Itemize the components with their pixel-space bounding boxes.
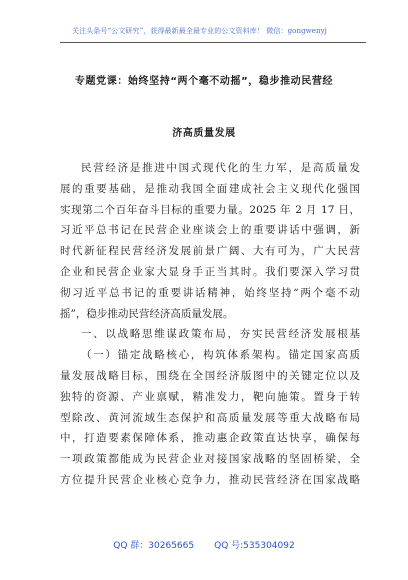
document-body bbox=[60, 158, 360, 491]
body-line: （一）锚定战略核心，构筑体系架构。锚定国家高质 bbox=[81, 349, 360, 362]
document-title-line-2: 济高质量发展 bbox=[172, 128, 236, 139]
body-line: 一项政策都能成为民营企业对接国家战略的坚固桥梁，全 bbox=[60, 453, 360, 466]
body-line: 时代新征程民营经济发展前景广阔、大有可为，广大民营 bbox=[60, 245, 360, 258]
footer-contact bbox=[0, 538, 408, 551]
footer-qq-number: QQ 号:535304092 bbox=[214, 541, 295, 551]
body-line: 习近平总书记在民营企业座谈会上的重要讲话中强调，新 bbox=[60, 224, 360, 237]
body-line: 方位提升民营企业核心竞争力，推动民营经济在国家战略 bbox=[60, 473, 360, 486]
body-line: 量发展战略目标，围绕在全国经济版图中的关键定位以及 bbox=[60, 369, 360, 382]
body-line: 型除改、黄河流域生态保护和高质量发展等重大战略布局 bbox=[60, 411, 360, 424]
body-line: 企业和民营企业家大显身手正当其时。我们要深入学习贯 bbox=[60, 265, 360, 278]
footer-qq-group: QQ 群：30265665 bbox=[113, 541, 195, 551]
body-line: 彻习近平总书记的重要讲话精神，始终坚持“两个毫不动 bbox=[60, 286, 360, 299]
section-heading: 一、以战略思维谋政策布局，夯实民营经济发展根基 bbox=[81, 328, 360, 341]
document-title-line-1: 专题党课：始终坚持“两个毫不动摇”，稳步推动民营经 bbox=[74, 76, 334, 87]
body-line: 摇”，稳步推动民营经济高质量发展。 bbox=[60, 307, 234, 320]
body-line: 独特的资源、产业禀赋，精准发力，靶向施策。置身于转 bbox=[60, 390, 360, 403]
body-line: 展的重要基础，是推动我国全面建成社会主义现代化强国 bbox=[60, 182, 360, 195]
body-line: 民营经济是推进中国式现代化的生力军，是高质量发 bbox=[81, 162, 360, 174]
body-line: 中，打造要素保障体系，推动惠企政策直达快享，确保每 bbox=[60, 432, 360, 445]
header-notice: 关注头条号“公文研究”，获得最新最全最专业的公文资料库！ 微信：gongwenyj bbox=[72, 27, 327, 35]
body-line: 实现第二个百年奋斗目标的重要力量。2025 年 2 月 17 日， bbox=[60, 203, 360, 216]
header-divider bbox=[60, 42, 366, 43]
